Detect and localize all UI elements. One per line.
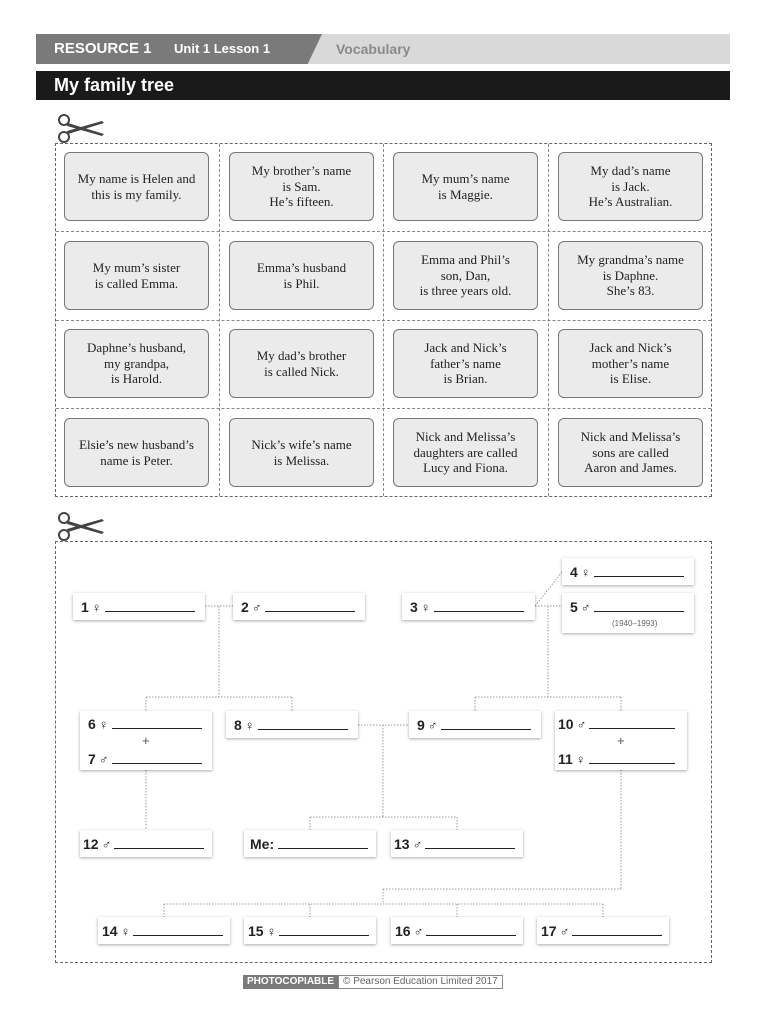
clue-card: Emma and Phil’s son, Dan, is three years old.: [393, 241, 538, 310]
answer-blank[interactable]: [105, 599, 195, 612]
clue-card: Nick and Melissa’s sons are called Aaron and James.: [558, 418, 703, 487]
male-icon: ♂: [576, 717, 587, 732]
answer-blank[interactable]: [279, 923, 369, 936]
tree-number: 5: [570, 599, 578, 615]
tree-number: 9: [417, 717, 425, 733]
dates-label: (1940–1993): [612, 619, 658, 628]
female-icon: ♀: [244, 718, 255, 733]
tree-number: 14: [102, 923, 118, 939]
tree-number: 13: [394, 836, 410, 852]
answer-blank[interactable]: [594, 564, 684, 577]
tree-box-1: [73, 593, 205, 620]
female-icon: ♀: [120, 924, 131, 939]
answer-blank[interactable]: [589, 716, 675, 729]
clue-card: Daphne’s husband, my grandpa, is Harold.: [64, 329, 209, 398]
clue-card: Emma’s husband is Phil.: [229, 241, 374, 310]
female-icon: ♀: [420, 600, 431, 615]
answer-blank[interactable]: [572, 923, 662, 936]
answer-blank[interactable]: [112, 716, 202, 729]
clue-card: My mum’s sister is called Emma.: [64, 241, 209, 310]
answer-blank[interactable]: [278, 836, 368, 849]
male-icon: ♂: [413, 924, 424, 939]
unit-lesson-label: Unit 1 Lesson 1: [174, 41, 271, 56]
answer-blank[interactable]: [425, 836, 515, 849]
female-icon: ♀: [266, 924, 277, 939]
tree-number: 16: [395, 923, 411, 939]
tree-box-14: [98, 917, 230, 944]
tree-box-6-7: [80, 711, 212, 770]
clue-card: My name is Helen and this is my family.: [64, 152, 209, 221]
answer-blank[interactable]: [112, 751, 202, 764]
tree-box-5: [562, 593, 694, 633]
tree-number: 7: [88, 751, 96, 767]
tree-box-12: [80, 830, 212, 857]
answer-blank[interactable]: [265, 599, 355, 612]
resource-label: RESOURCE 1: [54, 40, 152, 57]
male-icon: ♂: [98, 752, 109, 767]
answer-blank[interactable]: [589, 751, 675, 764]
clue-card: Nick’s wife’s name is Melissa.: [229, 418, 374, 487]
clue-card: Jack and Nick’s father’s name is Brian.: [393, 329, 538, 398]
male-icon: ♂: [427, 718, 438, 733]
male-icon: ♂: [412, 837, 423, 852]
section-label: Vocabulary: [336, 41, 411, 57]
tree-number: 11: [558, 751, 573, 767]
tree-number: 10: [558, 716, 574, 732]
photocopiable-label: PHOTOCOPIABLE: [243, 975, 338, 989]
tree-number: 2: [241, 599, 249, 615]
answer-blank[interactable]: [594, 599, 684, 612]
answer-blank[interactable]: [133, 923, 223, 936]
tree-number: 4: [570, 564, 578, 580]
clue-card: My dad’s name is Jack. He’s Australian.: [558, 152, 703, 221]
female-icon: ♀: [575, 752, 586, 767]
page-title: My family tree: [54, 75, 175, 95]
clue-card: My grandma’s name is Daphne. She’s 83.: [558, 241, 703, 310]
clue-card: Jack and Nick’s mother’s name is Elise.: [558, 329, 703, 398]
clue-card: My dad’s brother is called Nick.: [229, 329, 374, 398]
male-icon: ♂: [559, 924, 570, 939]
tree-box-17: [537, 917, 669, 944]
answer-blank[interactable]: [434, 599, 524, 612]
plus-sign: +: [617, 733, 625, 748]
answer-blank[interactable]: [114, 836, 204, 849]
footer: [243, 975, 503, 989]
female-icon: ♀: [98, 717, 109, 732]
tree-number: 3: [410, 599, 418, 615]
tree-box-4: [562, 558, 694, 585]
answer-blank[interactable]: [258, 717, 348, 730]
plus-sign: +: [142, 733, 150, 748]
male-icon: ♂: [101, 837, 112, 852]
tree-box-10-11: [555, 711, 687, 770]
copyright-label: © Pearson Education Limited 2017: [338, 975, 503, 989]
answer-blank[interactable]: [426, 923, 516, 936]
clue-card: My mum’s name is Maggie.: [393, 152, 538, 221]
tree-box-16: [391, 917, 523, 944]
clue-card: My brother’s name is Sam. He’s fifteen.: [229, 152, 374, 221]
me-label: Me:: [250, 836, 275, 852]
tree-box-me: [244, 830, 376, 857]
tree-box-15: [244, 917, 376, 944]
answer-blank[interactable]: [441, 717, 531, 730]
tree-box-3: [402, 593, 535, 620]
tree-number: 15: [248, 923, 264, 939]
tree-box-2: [233, 593, 365, 620]
clue-card: Nick and Melissa’s daughters are called Lucy and Fiona.: [393, 418, 538, 487]
female-icon: ♀: [91, 600, 102, 615]
female-icon: ♀: [580, 565, 591, 580]
tree-box-13: [391, 830, 523, 857]
tree-number: 17: [541, 923, 557, 939]
tree-box-9: [409, 711, 541, 738]
clue-card: Elsie’s new husband’s name is Peter.: [64, 418, 209, 487]
tree-number: 1: [81, 599, 89, 615]
tree-box-8: [226, 711, 358, 738]
male-icon: ♂: [580, 600, 591, 615]
tree-number: 8: [234, 717, 242, 733]
tree-number: 6: [88, 716, 96, 732]
male-icon: ♂: [251, 600, 262, 615]
tree-number: 12: [83, 836, 99, 852]
